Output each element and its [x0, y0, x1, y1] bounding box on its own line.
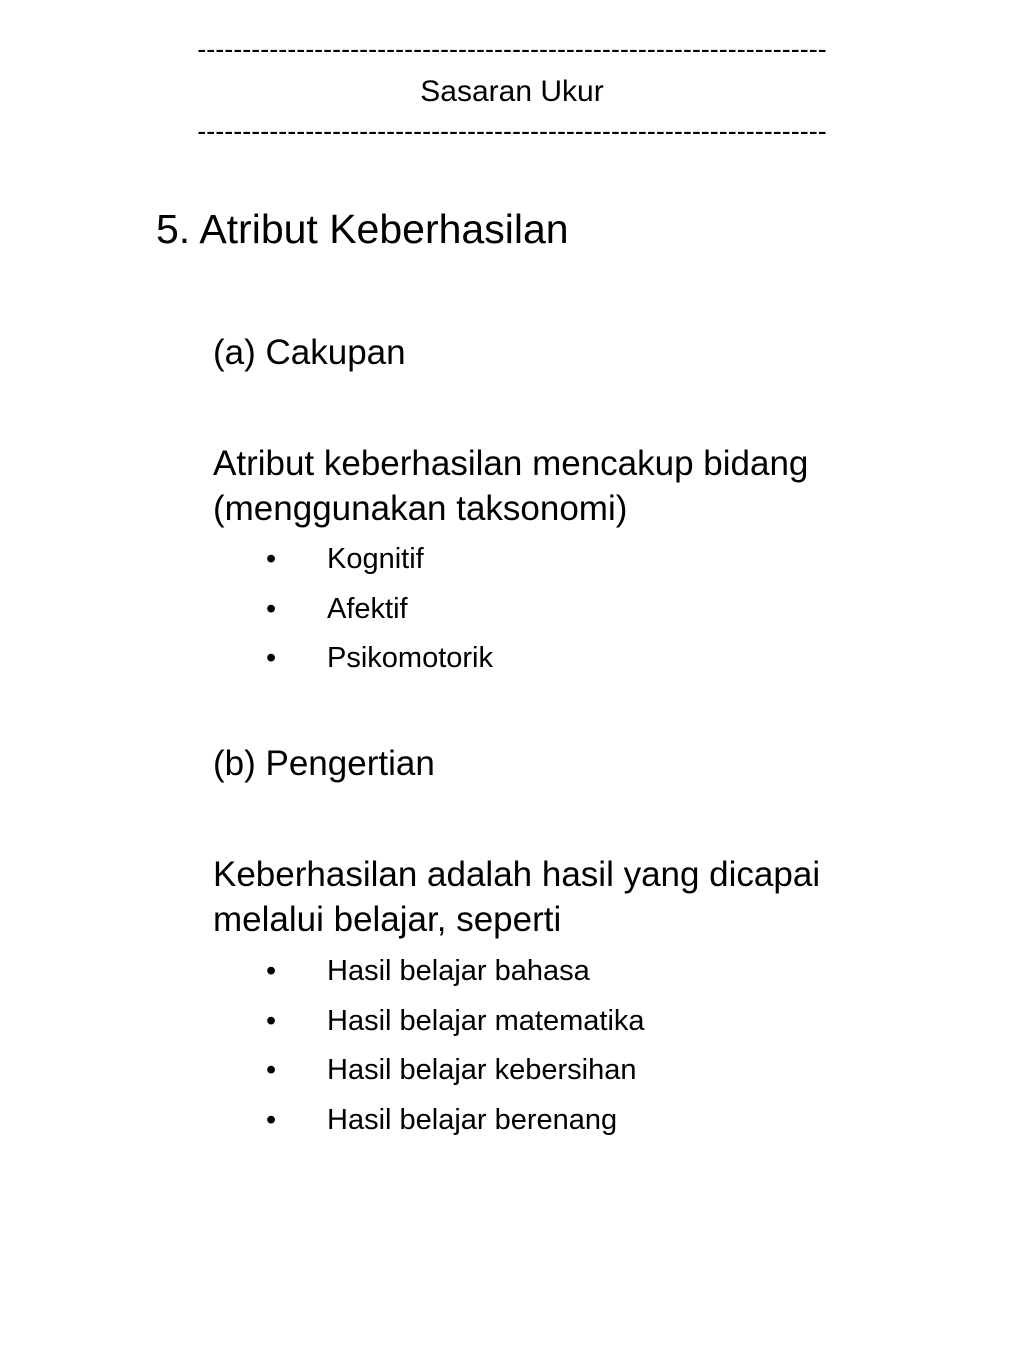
list-item: [266, 950, 645, 1000]
header-title: Sasaran Ukur: [420, 75, 604, 108]
header-rule-bottom: ----------------------------------------------------------------------: [197, 116, 827, 146]
list-item-text: Hasil belajar berenang: [327, 1103, 618, 1136]
subheading-pengertian: (b) Pengertian: [213, 744, 435, 783]
list-item-text: Hasil belajar kebersihan: [327, 1054, 637, 1086]
list-item: [266, 1049, 645, 1099]
paragraph-line: Keberhasilan adalah hasil yang dicapai: [213, 855, 821, 894]
bullet-icon: •: [266, 642, 277, 674]
bullet-list-cakupan: [266, 538, 493, 687]
bullet-icon: •: [266, 1004, 277, 1037]
paragraph-pengertian: [213, 852, 933, 942]
section-title: 5. Atribut Keberhasilan: [156, 206, 569, 252]
list-item: [266, 1000, 645, 1050]
paragraph-cakupan: [213, 441, 933, 531]
bullet-icon: •: [266, 1054, 277, 1086]
bullet-icon: •: [266, 592, 277, 625]
paragraph-line: (menggunakan taksonomi): [213, 489, 628, 528]
list-item: [266, 1099, 645, 1149]
list-item: [266, 637, 493, 687]
header-rule-top: ----------------------------------------------------------------------: [197, 34, 827, 64]
bullet-list-pengertian: [266, 950, 645, 1148]
bullet-icon: •: [266, 1103, 277, 1136]
list-item-text: Afektif: [327, 592, 408, 625]
subheading-cakupan: (a) Cakupan: [213, 333, 406, 372]
list-item: [266, 538, 493, 588]
list-item-text: Hasil belajar bahasa: [327, 955, 590, 987]
paragraph-line: melalui belajar, seperti: [213, 900, 562, 939]
bullet-icon: •: [266, 955, 277, 987]
list-item-text: Kognitif: [327, 543, 424, 575]
paragraph-line: Atribut keberhasilan mencakup bidang: [213, 444, 809, 483]
list-item-text: Psikomotorik: [327, 642, 493, 674]
bullet-icon: •: [266, 543, 277, 575]
list-item-text: Hasil belajar matematika: [327, 1004, 645, 1037]
list-item: [266, 588, 493, 638]
